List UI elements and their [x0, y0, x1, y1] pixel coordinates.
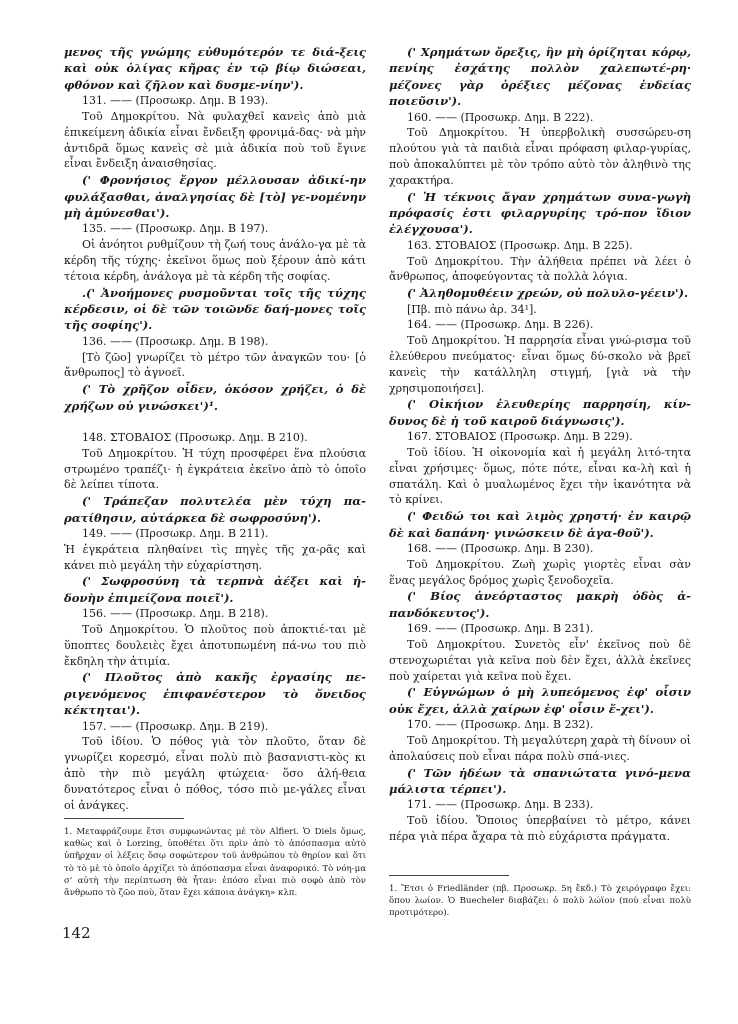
paragraph: 131. —— (Προσωκρ. Δημ. Β 193). [82, 94, 269, 108]
paragraph: 157. —— (Προσωκρ. Δημ. Β 219). [82, 719, 269, 733]
greek-quotation: (' Σωφροσύνη τὰ τερπνὰ ἀέξει καὶ ἡ-δονὴν ἐπιμείζονα ποιεῖ'). [64, 574, 366, 605]
greek-quotation: (' Φειδώ τοι καὶ λιμὸς χρηστή· ἐν καιρῷ δὲ καὶ δαπάνη· γινώσκειν δὲ ἀγα-θοῦ'). [389, 509, 691, 540]
paragraph: 167. ΣΤΟΒΑΙΟΣ (Προσωκρ. Δημ. Β 229). [407, 430, 633, 444]
paragraph: 136. —— (Προσωκρ. Δημ. Β 198). [82, 334, 269, 348]
right-column [389, 44, 691, 845]
greek-quotation: (' Πλοῦτος ἀπὸ κακῆς ἐργασίης πε-ριγενόμενος ἐπιφανέστερον τὸ ὄνειδος κέκτηται'). [64, 670, 366, 718]
paragraph: Τοῦ Δημοκρίτου. Ὁ πλοῦτος ποὺ ἀποκτιέ-ται μὲ ὕποπτες δουλειὲς ἔχει ἀποτυπωμένη πά-νω του πιὸ ἔκδηλη τὴν ἀτιμία. [64, 623, 366, 668]
greek-quotation: (' Χρημάτων ὄρεξις, ἣν μὴ ὁρίζηται κόρῳ, πενίης ἐσχάτης πολλὸν χαλεπωτέ-ρη· μέζονες γὰρ ὀρέξιες μέζονας ἐνδείας ποιεῦσιν'). [389, 45, 691, 109]
greek-quotation: (' Φρονήσιος ἔργον μέλλουσαν ἀδικί-ην φυλάξασθαι, ἀναλγησίας δὲ [τὸ] γε-νομένην μὴ ἀμύνεσθαι'). [64, 173, 366, 221]
left-column [64, 44, 366, 813]
paragraph: Τοῦ Δημοκρίτου. Ἡ ὑπερβολικὴ συσσώρευ-ση πλούτου γιὰ τὰ παιδιὰ εἶναι πρόφαση φιλαρ-γυρίας, ποὺ ἀποκαλύπτει μὲ τὸν τρόπο αὐτὸ τὸν ἀληθινὸ της χαρακτήρα. [389, 126, 691, 187]
paragraph: 164. —— (Προσωκρ. Δημ. Β 226). [407, 318, 594, 332]
paragraph: 160. —— (Προσωκρ. Δημ. Β 222). [407, 110, 594, 124]
paragraph: Τοῦ Δημοκρίτου. Ἡ τύχη προσφέρει ἕνα πλούσια στρωμένο τραπέζι· ἡ ἐγκράτεια ἐκεῖνο ἀπὸ τὸ ὁποῖο δὲ λείπει τίποτα. [64, 446, 366, 492]
paragraph: 169. —— (Προσωκρ. Δημ. Β 231). [407, 622, 594, 636]
paragraph: Τοῦ Δημοκρίτου. Τὴν ἀλήθεια πρέπει νὰ λέει ὁ ἄνθρωπος, ἀποφεύγοντας τὰ πολλὰ λόγια. [389, 254, 691, 284]
paragraph: Τοῦ Δημοκρίτου. Τὴ μεγαλύτερη χαρὰ τὴ δίνουν οἱ ἀπολαύσεις ποὺ εἶναι πάρα πολὺ σπά-νιες. [389, 734, 691, 763]
paragraph: [Τὸ ζῶο] γνωρίζει τὸ μέτρο τῶν ἀναγκῶν του· [ὁ ἄνθρωπος] τὸ ἀγνοεῖ. [64, 350, 366, 380]
paragraph: Τοῦ ἰδίου. Ἡ οἰκονομία καὶ ἡ μεγάλη λιτό-τητα εἶναι χρήσιμες· ὅμως, πότε πότε, εἶναι κα-λὴ καὶ ἡ σπατάλη. Καὶ ὁ μυαλωμένος ἔχει τὴν ἱκανότητα νὰ τὸ κρίνει. [389, 446, 691, 507]
paragraph: [Πβ. πιὸ πάνω ἀρ. 34¹]. [407, 302, 537, 316]
paragraph: Τοῦ Δημοκρίτου. Ζωὴ χωρὶς γιορτὲς εἶναι σὰν ἕνας μεγάλος δρόμος χωρὶς ξενοδοχεῖα. [389, 557, 691, 587]
paragraph: Τοῦ ἰδίου. Ὅποιος ὑπερβαίνει τὸ μέτρο, κάνει πέρα γιὰ πέρα ἄχαρα τὰ πιὸ εὐχάριστα πράγματα. [389, 814, 691, 844]
right-footnote-rule [389, 875, 509, 876]
greek-quotation: (' Ἀληθομυθέειν χρεών, οὐ πολυλο-γέειν'). [407, 286, 689, 301]
paragraph: 168. —— (Προσωκρ. Δημ. Β 230). [407, 542, 594, 556]
paragraph: Τοῦ ἰδίου. Ὁ πόθος γιὰ τὸν πλοῦτο, ὅταν δὲ γνωρίζει κορεσμό, εἶναι πολὺ πιὸ βασανιστι-κὸς κι ἀπὸ τὴν πιὸ μεγάλη φτώχεια· ὅσο ἀλή-θεια δυνατότερος εἶναι ὁ πόθος, τόσο πιὸ με-γάλες εἶναι οἱ ἀνάγκες. [64, 735, 366, 812]
left-footnote-rule [64, 818, 184, 819]
paragraph: Τοῦ Δημοκρίτου. Νὰ φυλαχθεῖ κανεὶς ἀπὸ μιὰ ἐπικείμενη ἀδικία εἶναι ἔνδειξη φρονιμά-δας· νὰ μὴν ἀντιδρᾶ ὅμως κανεὶς σὲ μιὰ ἀδικία ποὺ τοῦ ἔγινε εἶναι ἔνδειξη ἀναισθησίας. [64, 110, 366, 171]
greek-quotation: (' Τὸ χρῆζον οἶδεν, ὁκόσον χρήζει, ὁ δὲ χρήζων οὐ γινώσκει')¹. [64, 382, 366, 413]
paragraph: 135. —— (Προσωκρ. Δημ. Β 197). [82, 222, 269, 236]
greek-quotation: (' Εὐγνώμων ὁ μὴ λυπεόμενος ἐφ' οἷσιν οὐκ ἔχει, ἀλλὰ χαίρων ἐφ' οἷσιν ἔ-χει'). [389, 685, 691, 716]
greek-quotation: (' Τράπεζαν πολυτελέα μὲν τύχη πα-ρατίθησιν, αὐτάρκεα δὲ σωφροσύνη'). [64, 494, 366, 525]
paragraph: 156. —— (Προσωκρ. Δημ. Β 218). [82, 607, 269, 621]
paragraph: Οἱ ἀνόητοι ρυθμίζουν τὴ ζωή τους ἀνάλο-γα μὲ τὰ κέρδη τῆς τύχης· ἐκεῖνοι ὅμως ποὺ ξέρουν ἀπὸ κάτι τέτοια κέρδη, ἀνάλογα μὲ τὰ κέρδη τῆς σοφίας. [64, 238, 366, 283]
paragraph: Τοῦ Δημοκρίτου. Συνετὸς εἶν' ἐκεῖνος ποὺ δὲ στενοχωριέται γιὰ κεῖνα ποὺ δὲν ἔχει, ἀλλὰ ἐκεῖνες ποὺ χαίρεται γιὰ κεῖνα ποὺ ἔχει. [389, 638, 691, 683]
greek-quotation: (' Οἰκήιον ἐλευθερίης παρρησίη, κίν-δυνος δὲ ἡ τοῦ καιροῦ διάγνωσις'). [389, 397, 691, 428]
greek-quotation: (' Τῶν ἡδέων τὰ σπανιώτατα γινό-μενα μάλιστα τέρπει'). [389, 765, 691, 797]
paragraph: 148. ΣΤΟΒΑΙΟΣ (Προσωκρ. Δημ. Β 210). [82, 431, 308, 445]
section-gap [64, 414, 366, 430]
paragraph: Τοῦ Δημοκρίτου. Ἡ παρρησία εἶναι γνώ-ρισμα τοῦ ἐλεύθερου πνεύματος· εἶναι ὅμως δύ-σκολο νὰ βρεῖ κανεὶς τὴν κατάλληλη στιγμή, [γιὰ νὰ τὴν χρησιμοποιήσει]. [389, 334, 691, 395]
page-number: 142 [62, 924, 91, 942]
paragraph: 171. —— (Προσωκρ. Δημ. Β 233). [407, 798, 594, 812]
left-footnote: 1. Μεταφράζουμε ἔτσι συμφωνώντας μὲ τὸν Alfieri. Ὁ Diels ὅμως, καθὼς καὶ ὁ Lorzing, ὑποθέτει ὅτι πρὶν ἀπὸ τὸ ἀπόσπασμα αὐτὸ ὑπῆρχαν οἱ λέξεις ὅσῳ σοφώτερον τοῦ ἀνθρώπου τὸ θηρίον καὶ ὅτι τὸ τὸ μὲ τὸ ὁποῖο ἀρχίζει τὸ ἀπόσπασμα εἶναι ἀναφορικό. Τὸ νόη-μα σ' αὐτὴ τὴν περίπτωση θὰ ἦταν: ἐπόσο εἶναι πιὸ σοφὸ ἀπὸ τὸν ἄνθρωπο τὸ ζῶο ποὺ, ὅταν ἔχει κάποια ἀνάγκη» κλπ. [64, 827, 366, 899]
greek-quotation: .(' Ἀνοήμονες ρυσμοῦνται τοῖς τῆς τύχης κέρδεσιν, οἱ δὲ τῶν τοιῶνδε δαή-μονες τοῖς τῆς σοφίης'). [64, 285, 366, 333]
greek-quotation: (' Βίος ἀνεόρταστος μακρὴ ὁδὸς ἀ-πανδόκευτος'). [389, 589, 691, 620]
greek-quotation: (' Ἡ τέκνοις ἄγαν χρημάτων συνα-γωγὴ πρόφασίς ἐστι φιλαργυρίης τρό-πον ἴδιον ἐλέγχουσα'). [389, 189, 691, 237]
paragraph: 170. —— (Προσωκρ. Δημ. Β 232). [407, 718, 594, 732]
greek-quotation: μενος τῆς γνώμης εὐθυμότερόν τε διά-ξεις καὶ οὐκ ὀλίγας κῆρας ἐν τῷ βίῳ διώσεαι, φθόνον καὶ ζῆλον καὶ δυσμε-νίην'). [64, 45, 366, 92]
paragraph: 163. ΣΤΟΒΑΙΟΣ (Προσωκρ. Δημ. Β 225). [407, 238, 633, 252]
right-footnote: 1. Ἔτσι ὁ Friedländer (πβ. Προσωκρ. 5η ἔκδ.) Τὸ χειρόγραφο ἔχει: ὅπου λωίον. Ὁ Buecheler διαβάζει: ὁ πολὺ λώϊον (ποὺ εἶναι πολὺ προτιμότερο). [389, 884, 691, 919]
paragraph: Ἡ ἐγκράτεια πληθαίνει τὶς πηγὲς τῆς χα-ρᾶς καὶ κάνει πιὸ μεγάλη τὴν εὐχαρίστηση. [64, 542, 366, 572]
paragraph: 149. —— (Προσωκρ. Δημ. Β 211). [82, 527, 269, 541]
